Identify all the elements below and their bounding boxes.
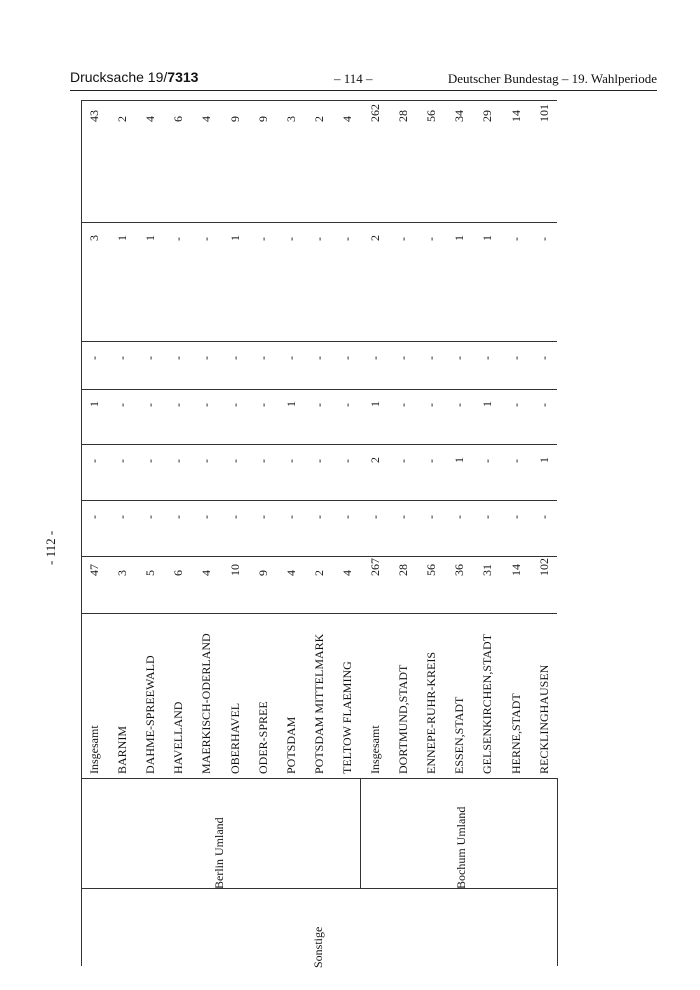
value-cell: -: [536, 403, 551, 407]
value-cell: -: [143, 515, 158, 519]
value-cell: -: [396, 356, 411, 360]
value-cell: -: [115, 356, 130, 360]
total-cell: 267: [368, 558, 382, 576]
value-cell: 3: [87, 235, 101, 241]
column-line: [81, 444, 557, 445]
value-cell: 2: [368, 235, 382, 241]
row-name-cell: Insgesamt: [87, 725, 101, 774]
value-cell: 1: [283, 401, 298, 407]
value-cell: -: [255, 237, 270, 241]
group-separator-line: [81, 888, 557, 889]
total-cell: 31: [480, 564, 495, 576]
value-cell: 28: [396, 110, 411, 122]
row-name-cell: Insgesamt: [368, 725, 382, 774]
value-cell: -: [480, 356, 495, 360]
row-name-cell: RECKLINGHAUSEN: [536, 664, 551, 774]
value-cell: 1: [480, 401, 495, 407]
value-cell: 1: [536, 457, 551, 463]
value-cell: -: [171, 356, 186, 360]
row-name-cell: POTSDAM MITTELMARK: [311, 633, 326, 774]
row-name-cell: ODER-SPREE: [255, 701, 270, 774]
row-name-cell: BARNIM: [115, 725, 130, 774]
row-name-cell: ESSEN,STADT: [452, 696, 467, 774]
table-right-border: [557, 778, 558, 966]
total-cell: 2: [311, 570, 326, 576]
value-cell: 2: [115, 116, 130, 122]
document-number: [70, 69, 198, 85]
value-cell: -: [339, 403, 354, 407]
total-cell: 6: [171, 570, 186, 576]
value-cell: -: [283, 356, 298, 360]
publisher: Deutscher Bundestag – 19. Wahlperiode: [447, 71, 657, 86]
value-cell: -: [227, 515, 242, 519]
value-cell: -: [283, 237, 298, 241]
value-cell: 2: [311, 116, 326, 122]
value-cell: -: [143, 403, 158, 407]
value-cell: -: [199, 403, 214, 407]
value-cell: -: [339, 237, 354, 241]
value-cell: 1: [115, 235, 130, 241]
row-name-cell: HERNE,STADT: [508, 693, 523, 774]
value-cell: 1: [452, 235, 467, 241]
total-cell: 47: [87, 564, 101, 576]
value-cell: -: [143, 356, 158, 360]
value-cell: -: [396, 459, 411, 463]
total-cell: 102: [536, 558, 551, 576]
value-cell: -: [199, 459, 214, 463]
value-cell: 43: [87, 110, 101, 122]
value-cell: -: [424, 459, 439, 463]
value-cell: -: [339, 459, 354, 463]
column-line: [81, 556, 557, 557]
total-cell: 28: [396, 564, 411, 576]
row-name-cell: POTSDAM: [283, 716, 298, 774]
page-marker: – 114 –: [334, 71, 373, 86]
subgroup-separator-line: [360, 778, 557, 779]
value-cell: 1: [368, 401, 382, 407]
row-name-cell: DAHME-SPREEWALD: [143, 655, 158, 774]
total-cell: 4: [283, 570, 298, 576]
value-cell: 14: [508, 110, 523, 122]
row-name-cell: MAERKISCH-ODERLAND: [199, 633, 214, 774]
row-name-cell: GELSENKIRCHEN,STADT: [480, 633, 495, 774]
value-cell: -: [255, 403, 270, 407]
value-cell: 34: [452, 110, 467, 122]
subgroup-separator-line: [360, 778, 361, 888]
value-cell: -: [452, 515, 467, 519]
column-line: [81, 222, 557, 223]
value-cell: -: [452, 403, 467, 407]
value-cell: -: [171, 515, 186, 519]
value-cell: 1: [480, 235, 495, 241]
value-cell: -: [339, 515, 354, 519]
row-name-cell: OBERHAVEL: [227, 702, 242, 774]
page-header: [70, 68, 657, 91]
column-line: [81, 100, 557, 101]
total-cell: 4: [199, 570, 214, 576]
value-cell: -: [227, 459, 242, 463]
row-name-cell: ENNEPE-RUHR-KREIS: [424, 652, 439, 774]
value-cell: -: [115, 403, 130, 407]
value-cell: -: [199, 237, 214, 241]
value-cell: 29: [480, 110, 495, 122]
total-cell: 4: [339, 570, 354, 576]
value-cell: 2: [368, 457, 382, 463]
row-name-cell: HAVELLAND: [171, 701, 186, 774]
column-line: [81, 341, 557, 342]
value-cell: -: [171, 459, 186, 463]
value-cell: -: [199, 356, 214, 360]
value-cell: -: [452, 356, 467, 360]
rotated-page-number: - 112 -: [43, 530, 58, 565]
table-left-border: [81, 100, 82, 966]
value-cell: -: [227, 403, 242, 407]
value-cell: -: [480, 459, 495, 463]
value-cell: -: [283, 459, 298, 463]
value-cell: -: [424, 403, 439, 407]
value-cell: -: [311, 515, 326, 519]
value-cell: 262: [368, 104, 382, 122]
value-cell: -: [311, 403, 326, 407]
value-cell: 3: [283, 116, 298, 122]
value-cell: -: [508, 356, 523, 360]
value-cell: -: [255, 515, 270, 519]
column-line: [81, 500, 557, 501]
row-name-cell: TELTOW FLAEMING: [339, 661, 354, 774]
value-cell: -: [255, 459, 270, 463]
value-cell: -: [115, 515, 130, 519]
value-cell: -: [115, 459, 130, 463]
value-cell: -: [143, 459, 158, 463]
column-line: [81, 389, 557, 390]
group-label-sonstige: Sonstige: [311, 926, 325, 968]
value-cell: -: [311, 237, 326, 241]
value-cell: -: [396, 515, 411, 519]
value-cell: 1: [143, 235, 158, 241]
value-cell: -: [227, 356, 242, 360]
value-cell: -: [536, 356, 551, 360]
value-cell: -: [424, 515, 439, 519]
value-cell: -: [368, 356, 382, 360]
value-cell: 4: [143, 116, 158, 122]
value-cell: -: [536, 515, 551, 519]
value-cell: -: [396, 237, 411, 241]
value-cell: 101: [536, 104, 551, 122]
value-cell: -: [87, 459, 101, 463]
total-cell: 5: [143, 570, 158, 576]
value-cell: 6: [171, 116, 186, 122]
column-line: [81, 613, 557, 614]
value-cell: -: [171, 237, 186, 241]
subgroup-separator-line: [81, 778, 360, 779]
value-cell: -: [536, 237, 551, 241]
value-cell: -: [311, 356, 326, 360]
total-cell: 36: [452, 564, 467, 576]
value-cell: 1: [452, 457, 467, 463]
total-cell: 14: [508, 564, 523, 576]
value-cell: 4: [199, 116, 214, 122]
document-number-value: 7313: [167, 69, 199, 85]
row-name-cell: DORTMUND,STADT: [396, 664, 411, 774]
value-cell: 9: [255, 116, 270, 122]
value-cell: -: [87, 515, 101, 519]
document-label: Drucksache 19/: [70, 69, 168, 85]
value-cell: 1: [87, 401, 101, 407]
value-cell: 1: [227, 235, 242, 241]
value-cell: -: [424, 237, 439, 241]
value-cell: -: [199, 515, 214, 519]
value-cell: 56: [424, 110, 439, 122]
total-cell: 9: [255, 570, 270, 576]
value-cell: -: [508, 515, 523, 519]
value-cell: -: [171, 403, 186, 407]
value-cell: -: [508, 403, 523, 407]
group-label-berlin-umland: Berlin Umland: [212, 817, 226, 889]
value-cell: -: [368, 515, 382, 519]
value-cell: -: [480, 515, 495, 519]
total-cell: 56: [424, 564, 439, 576]
value-cell: 4: [339, 116, 354, 122]
value-cell: -: [283, 515, 298, 519]
value-cell: -: [255, 356, 270, 360]
value-cell: -: [508, 237, 523, 241]
value-cell: -: [424, 356, 439, 360]
total-cell: 10: [227, 564, 242, 576]
value-cell: 9: [227, 116, 242, 122]
value-cell: -: [396, 403, 411, 407]
value-cell: -: [311, 459, 326, 463]
value-cell: -: [508, 459, 523, 463]
value-cell: -: [339, 356, 354, 360]
total-cell: 3: [115, 570, 130, 576]
value-cell: -: [87, 356, 101, 360]
group-label-bochum-umland: Bochum Umland: [454, 806, 468, 889]
